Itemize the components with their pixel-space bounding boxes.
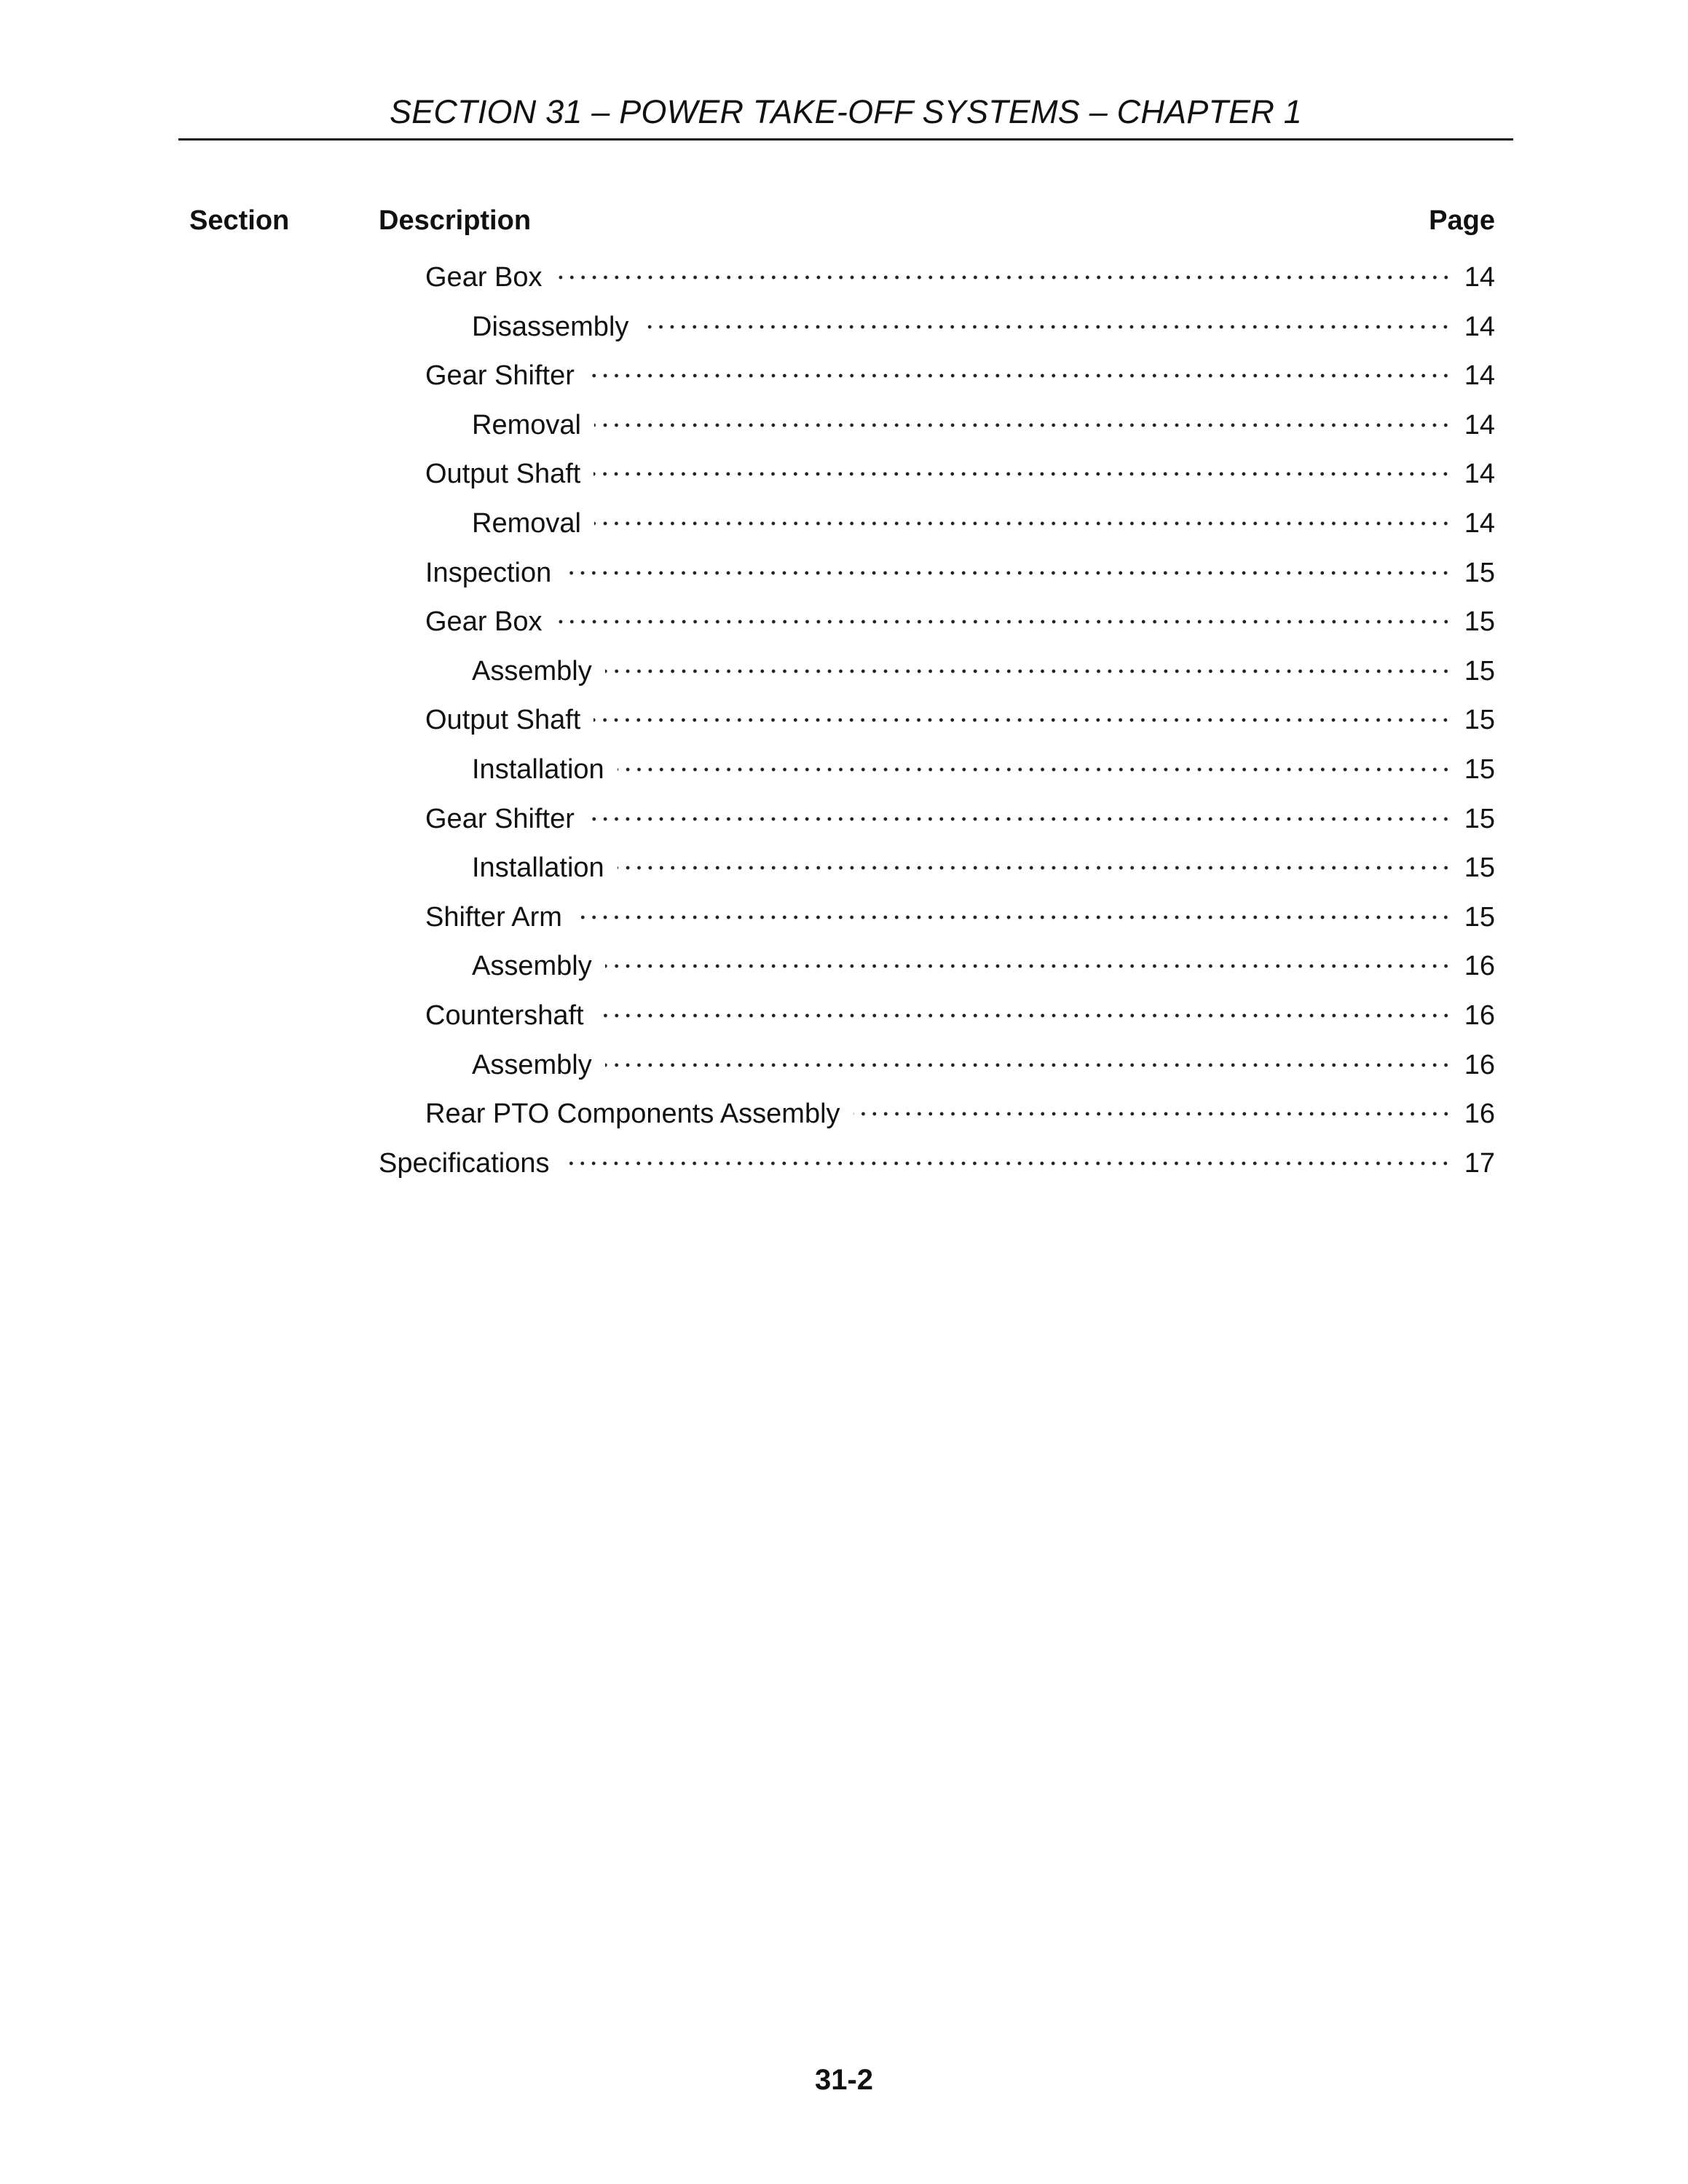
toc-entry <box>425 250 1495 293</box>
toc-entry-page: 15 <box>1464 557 1495 588</box>
toc-entry-label: Gear Box <box>425 606 543 638</box>
toc-entry-label: Assembly <box>472 951 592 982</box>
toc-entry-page: 14 <box>1464 360 1495 392</box>
toc-entry <box>425 791 1495 834</box>
toc-entry <box>425 1086 1495 1130</box>
toc-entry-page: 15 <box>1464 852 1495 884</box>
toc-column-section: Section <box>189 205 290 236</box>
toc-column-description: Description <box>379 205 532 236</box>
toc-entry-page: 14 <box>1464 459 1495 490</box>
toc-entry <box>425 988 1495 1031</box>
toc-dot-leader <box>562 1136 1451 1172</box>
page-number: 31-2 <box>814 2064 874 2096</box>
toc-dot-leader <box>605 644 1451 680</box>
toc-entry <box>379 1136 1495 1179</box>
toc-entry-page: 15 <box>1464 803 1495 834</box>
toc-dot-leader <box>593 692 1451 729</box>
toc-entry-page: 16 <box>1464 1099 1495 1130</box>
toc-dot-leader <box>556 594 1451 630</box>
toc-column-page: Page <box>1429 205 1495 236</box>
toc-dot-leader <box>594 397 1451 434</box>
toc-entry-label: Inspection <box>425 557 552 588</box>
toc-dot-leader <box>594 496 1451 532</box>
toc-entry <box>472 299 1495 342</box>
toc-entry-page: 14 <box>1464 262 1495 293</box>
toc-entry-page: 15 <box>1464 655 1495 687</box>
toc-entry-label: Gear Box <box>425 262 543 293</box>
toc-entry <box>425 348 1495 392</box>
toc-dot-leader <box>605 938 1451 975</box>
toc-dot-leader <box>575 890 1451 926</box>
toc-entry <box>472 644 1495 687</box>
toc-dot-leader <box>588 348 1451 384</box>
toc-dot-leader <box>564 545 1451 582</box>
toc-entry-label: Removal <box>472 508 581 539</box>
toc-entry-page: 16 <box>1464 1000 1495 1031</box>
toc-entry-label: Output Shaft <box>425 705 581 736</box>
toc-entry-page: 15 <box>1464 606 1495 638</box>
toc-entry-page: 15 <box>1464 705 1495 736</box>
toc-entry-label: Shifter Arm <box>425 901 562 933</box>
toc-entry <box>425 890 1495 933</box>
toc-dot-leader <box>853 1086 1451 1123</box>
toc-entry-label: Output Shaft <box>425 459 581 490</box>
toc-entry-label: Assembly <box>472 1049 592 1080</box>
toc-entry-label: Removal <box>472 409 581 440</box>
toc-entry-label: Rear PTO Components Assembly <box>425 1099 840 1130</box>
toc-entry-label: Installation <box>472 754 604 785</box>
toc-entry-page: 16 <box>1464 1049 1495 1080</box>
toc-entry-page: 14 <box>1464 409 1495 440</box>
toc-entry-page: 17 <box>1464 1147 1495 1179</box>
toc-dot-leader <box>597 988 1451 1024</box>
toc-entry-page: 15 <box>1464 754 1495 785</box>
toc-entry <box>472 938 1495 982</box>
toc-entry-label: Disassembly <box>472 311 629 342</box>
toc-entry-page: 15 <box>1464 901 1495 933</box>
toc-entry <box>425 545 1495 588</box>
toc-dot-leader <box>593 446 1451 483</box>
toc-entry-label: Countershaft <box>425 1000 584 1031</box>
toc-entry <box>425 446 1495 490</box>
toc-entry-label: Gear Shifter <box>425 803 575 834</box>
toc-entry-label: Installation <box>472 852 604 884</box>
toc-entry <box>472 840 1495 884</box>
toc-entry <box>472 742 1495 785</box>
toc-dot-leader <box>556 250 1451 286</box>
header-divider <box>178 138 1513 141</box>
toc-entry-label: Assembly <box>472 655 592 687</box>
toc-entry <box>425 692 1495 736</box>
toc-dot-leader <box>605 1037 1451 1074</box>
toc-dot-leader <box>618 742 1451 778</box>
page-header-title: SECTION 31 – POWER TAKE-OFF SYSTEMS – CHAPTER 1 <box>390 93 1302 130</box>
toc-entry-page: 14 <box>1464 508 1495 539</box>
toc-entry-page: 16 <box>1464 951 1495 982</box>
toc-dot-leader <box>618 840 1451 877</box>
toc-entry-label: Specifications <box>379 1147 550 1179</box>
toc-entry <box>425 594 1495 638</box>
toc-dot-leader <box>588 791 1451 828</box>
toc-dot-leader <box>642 299 1451 336</box>
toc-entry-page: 14 <box>1464 311 1495 342</box>
toc-entry <box>472 496 1495 539</box>
toc-entry <box>472 397 1495 440</box>
toc-entry-label: Gear Shifter <box>425 360 575 392</box>
toc-entry <box>472 1037 1495 1080</box>
